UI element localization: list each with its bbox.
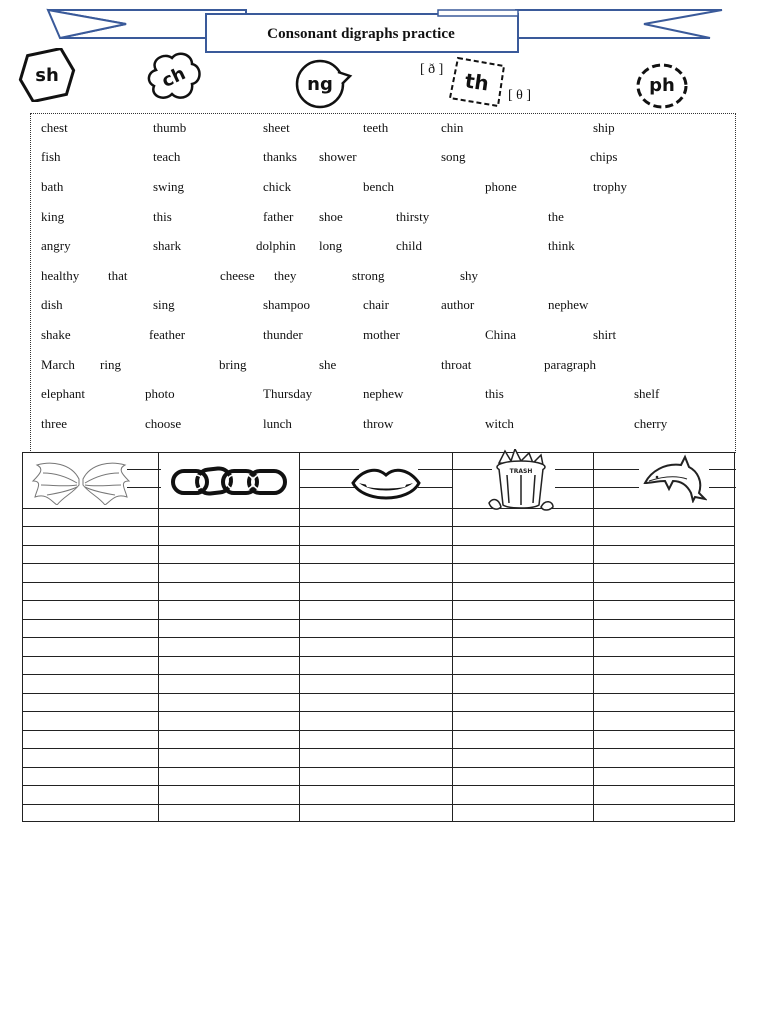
word: long	[319, 238, 343, 253]
trash-label: TRASH	[509, 468, 533, 475]
word: shampoo	[263, 297, 310, 312]
word: this	[153, 209, 172, 224]
word: she	[319, 357, 337, 372]
word: thunder	[263, 327, 303, 342]
word: that	[108, 268, 128, 283]
th-badge	[446, 56, 508, 108]
word: this	[485, 386, 504, 401]
word: trophy	[593, 179, 627, 194]
voiced-th-symbol: [ ð ]	[420, 62, 444, 77]
sh-badge	[18, 48, 76, 102]
word-bank	[30, 113, 736, 453]
word: photo	[145, 386, 175, 401]
word: cherry	[634, 416, 668, 431]
word: Thursday	[263, 386, 313, 401]
ng-label: ng	[307, 73, 333, 95]
word: chin	[441, 120, 464, 135]
word: three	[41, 416, 67, 431]
word: dish	[41, 297, 63, 312]
word: chest	[41, 120, 68, 135]
word: feather	[149, 327, 186, 342]
word: angry	[41, 238, 71, 253]
trash-can-icon	[485, 449, 557, 513]
word: child	[396, 238, 422, 253]
ph-badge	[634, 60, 690, 110]
word: swing	[153, 179, 185, 194]
word: they	[274, 268, 297, 283]
word: king	[41, 209, 65, 224]
word: choose	[145, 416, 182, 431]
th-label: th	[463, 68, 491, 96]
word: throw	[363, 416, 394, 431]
word: lunch	[263, 416, 292, 431]
lips-icon	[351, 463, 421, 507]
word: healthy	[41, 268, 80, 283]
voiceless-th-symbol: [ θ ]	[508, 88, 532, 103]
word: ring	[100, 357, 121, 372]
word: father	[263, 209, 294, 224]
ch-badge	[146, 52, 202, 102]
ng-badge	[294, 58, 354, 110]
word: shoe	[319, 209, 343, 224]
word: bench	[363, 179, 395, 194]
word: phone	[485, 179, 517, 194]
word: China	[485, 327, 517, 342]
word: cheese	[220, 268, 255, 283]
word: teach	[153, 149, 181, 164]
word: sheet	[263, 120, 290, 135]
word: chair	[363, 297, 389, 312]
sh-label: sh	[35, 64, 59, 86]
word: shirt	[593, 327, 617, 342]
word: paragraph	[544, 357, 596, 372]
word: bath	[41, 179, 64, 194]
word: witch	[485, 416, 514, 431]
word: dolphin	[256, 238, 296, 253]
word: shower	[319, 149, 357, 164]
sorting-grid	[22, 452, 735, 822]
page-title: Consonant digraphs practice	[267, 25, 455, 42]
word: author	[441, 297, 475, 312]
word: ship	[593, 120, 615, 135]
word: thanks	[263, 149, 297, 164]
word: chips	[590, 149, 618, 164]
word: elephant	[41, 386, 86, 401]
word: bring	[219, 357, 247, 372]
dolphin-icon	[641, 453, 707, 503]
word: thumb	[153, 120, 187, 135]
word: nephew	[548, 297, 589, 312]
ch-label: ch	[158, 62, 190, 92]
word: fish	[41, 149, 61, 164]
word: shy	[460, 268, 479, 283]
word: shake	[41, 327, 71, 342]
word: strong	[352, 268, 385, 283]
word: shelf	[634, 386, 660, 401]
word: mother	[363, 327, 400, 342]
word: teeth	[363, 120, 389, 135]
word: March	[41, 357, 75, 372]
word: think	[548, 238, 575, 253]
word: thirsty	[396, 209, 430, 224]
word: chick	[263, 179, 292, 194]
word: throat	[441, 357, 472, 372]
word: the	[548, 209, 564, 224]
ph-label: ph	[649, 74, 675, 96]
word: shark	[153, 238, 182, 253]
word: song	[441, 149, 466, 164]
chain-icon	[169, 463, 291, 501]
wings-icon	[31, 459, 131, 505]
word: sing	[153, 297, 175, 312]
word: nephew	[363, 386, 404, 401]
